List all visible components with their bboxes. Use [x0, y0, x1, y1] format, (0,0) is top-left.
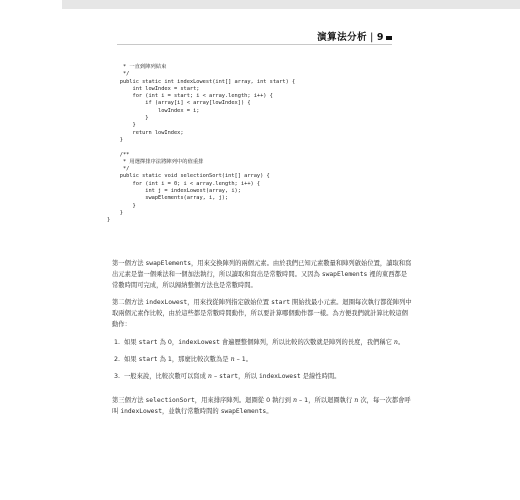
- paragraph-swap-elements: 第一個方法 swapElements，用來交換陣列的兩個元素。由於我們已知元素數量和陣列啟始位置，讀取和寫出元素是靠一個乘法和一個加法執行，所以讀取和寫出是常數時間。又因為 swapElements 裡的東西都是常數時間可完成，所以歸納整個方法也是常數時間。: [112, 260, 412, 289]
- code-line: /**: [107, 151, 130, 158]
- code-line: swapElements(array, i, j);: [107, 195, 229, 202]
- inline-code: start: [138, 356, 158, 363]
- inline-code: selectionSort: [145, 397, 195, 404]
- inline-code: start: [271, 299, 291, 306]
- math-variable: n: [207, 373, 212, 380]
- running-header: [317, 29, 392, 43]
- code-line: }: [107, 122, 136, 129]
- code-line: int j = indexLowest(array, i);: [107, 188, 241, 195]
- code-line: }: [107, 209, 123, 216]
- math-variable: n: [292, 397, 298, 404]
- list-item: 3. 一般來說，比較次數可以寫成 n – start，所以 indexLowest 是線性時間。: [114, 373, 341, 380]
- paragraph-index-lowest: 第二個方法 indexLowest，用來找從陣列指定啟始位置 start 開始找最小元素。迴圈每次執行都從陣列中取兩個元素作比較，由於這些都是常數時間動作，所以要計算哪個動作都一樣。為方便我們就計算比較這個動作：: [112, 299, 412, 328]
- code-line: return lowIndex;: [107, 129, 184, 136]
- header-rule: [117, 44, 392, 45]
- math-variable: n: [230, 356, 235, 363]
- header-mark: [386, 36, 392, 40]
- math-variable: n: [393, 339, 398, 346]
- code-line: * 一直到陣列結束: [107, 64, 167, 70]
- code-line: public static int indexLowest(int[] array, int start) {: [107, 78, 296, 85]
- code-block: [107, 64, 295, 225]
- inline-code: indexLowest: [258, 373, 301, 380]
- code-line: }: [107, 217, 111, 224]
- code-line: int lowIndex = start;: [107, 85, 200, 92]
- code-line: }: [107, 115, 149, 122]
- list-item: 1. 如果 start 為 0，indexLowest 會遍歷整個陣列，所以比較的次數就是陣列的長度，我們稱它 n。: [114, 339, 405, 346]
- code-line: */: [107, 166, 130, 173]
- code-line: for (int i = start; i < array.length; i++) {: [107, 93, 273, 100]
- paragraph-selection-sort: 第三個方法 selectionSort，用來排序陣列。迴圈從 0 執行到 n – 1，所以迴圈執行 n 次，每一次都會呼叫 indexLowest，並執行常數時間的 swapElements。: [112, 397, 411, 415]
- code-line: * 用選擇排序法將陣列中的值重排: [107, 158, 204, 165]
- list-number: 3.: [114, 373, 121, 380]
- top-band: [62, 0, 520, 9]
- inline-code: start: [138, 339, 158, 346]
- inline-code: start: [219, 373, 239, 380]
- code-line: if (array[i] < array[lowIndex]) {: [107, 100, 251, 107]
- inline-code: indexLowest: [178, 339, 220, 346]
- code-line: lowIndex = i;: [107, 107, 200, 114]
- header-separator: |: [370, 32, 374, 43]
- inline-code: indexLowest: [145, 299, 188, 306]
- code-line: for (int i = 0; i < array.length; i++) {: [107, 180, 261, 187]
- list-number: 2.: [114, 356, 121, 363]
- list-number: 1.: [114, 339, 121, 346]
- code-line: }: [107, 202, 136, 209]
- code-line: */: [107, 71, 130, 78]
- comparison-list: [114, 337, 412, 388]
- inline-code: swapElements: [220, 408, 267, 415]
- inline-code: swapElements: [321, 271, 368, 278]
- code-line: }: [107, 136, 123, 143]
- inline-code: swapElements: [145, 260, 191, 267]
- inline-code: indexLowest: [120, 408, 163, 415]
- math-variable: n: [354, 397, 359, 404]
- chapter-title: 演算法分析: [317, 32, 368, 43]
- page-number: 9: [376, 32, 384, 43]
- list-item: 2. 如果 start 為 1，那麼比較次數為是 n – 1。: [114, 356, 253, 363]
- code-line: public static void selectionSort(int[] array) {: [107, 173, 270, 180]
